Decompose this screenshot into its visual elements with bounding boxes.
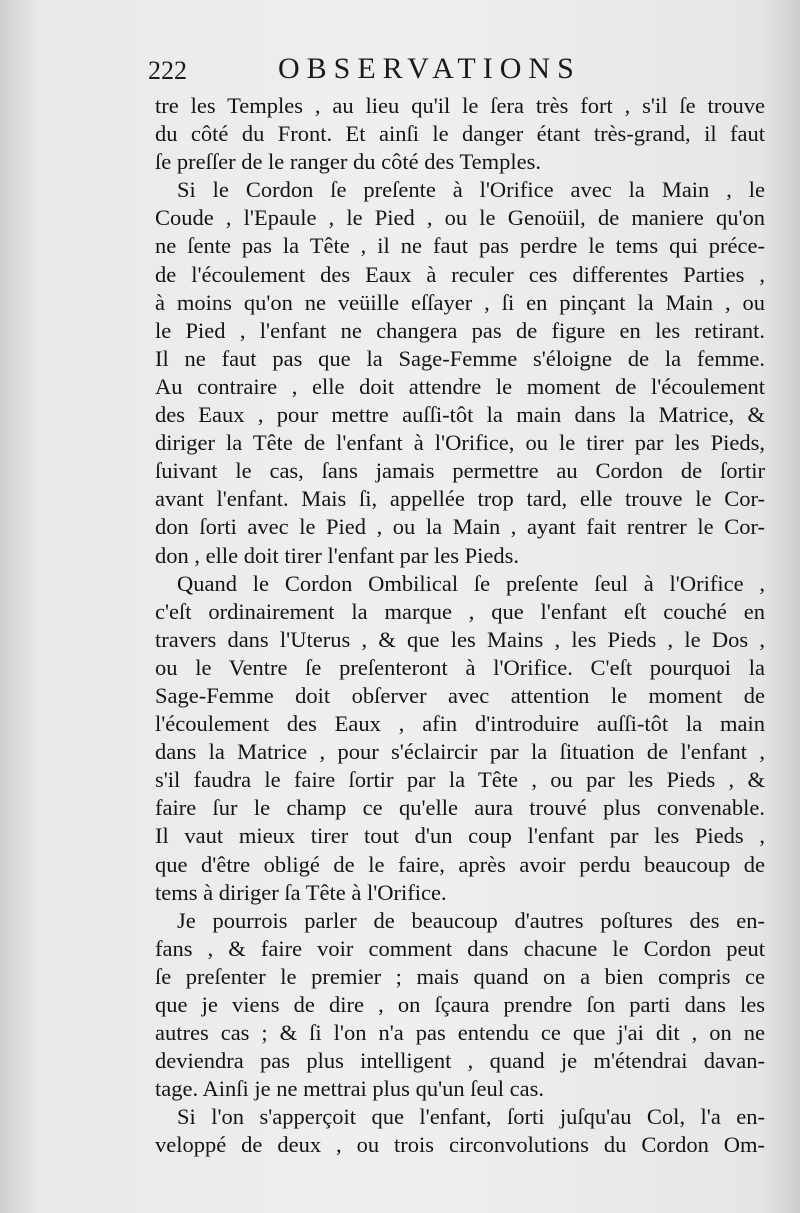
page-header: [148, 52, 788, 94]
text-line: le Pied , l'enfant ne changera pas de figure en les retirant.: [155, 317, 765, 343]
text-line: que d'être obligé de le faire, après avoir perdu beaucoup de: [155, 851, 765, 877]
text-line: des Eaux , pour mettre auſſi-tôt la main dans la Matrice, &: [155, 402, 765, 428]
text-line: ſuivant le cas, ſans jamais permettre au Cordon de ſortir: [155, 458, 765, 484]
text-line: Je pourrois parler de beaucoup d'autres poſtures des en-: [177, 907, 765, 933]
body-text: [155, 92, 765, 1160]
text-line: Quand le Cordon Ombilical ſe preſente ſeul à l'Orifice ,: [177, 570, 765, 596]
text-line: Il vaut mieux tirer tout d'un coup l'enfant par les Pieds ,: [155, 823, 765, 849]
text-line: dans la Matrice , pour s'éclaircir par la ſituation de l'enfant ,: [155, 739, 765, 765]
text-line: tre les Temples , au lieu qu'il le ſera très fort , s'il ſe trouve: [155, 93, 765, 118]
text-line: Sage-Femme doit obſerver avec attention le moment de: [155, 682, 765, 708]
text-line: deviendra pas plus intelligent , quand je m'étendrai davan-: [155, 1048, 765, 1074]
text-line: diriger la Tête de l'enfant à l'Orifice, ou le tirer par les Pieds,: [155, 430, 765, 456]
text-line: avant l'enfant. Mais ſi, appellée trop tard, elle trouve le Cor-: [155, 486, 765, 512]
text-line: Il ne faut pas que la Sage-Femme s'éloigne de la femme.: [155, 345, 765, 371]
text-line: don ſorti avec le Pied , ou la Main , ayant fait rentrer le Cor-: [155, 514, 765, 540]
text-line: ſe preſenter le premier ; mais quand on a bien compris ce: [155, 963, 765, 989]
text-line: de l'écoulement des Eaux à reculer ces differentes Parties ,: [155, 261, 765, 287]
text-line: du côté du Front. Et ainſi le danger étant très-grand, il faut: [155, 121, 765, 147]
text-line: tems à diriger ſa Tête à l'Orifice.: [155, 879, 447, 905]
text-line: c'eſt ordinairement la marque , que l'enfant eſt couché en: [155, 598, 765, 624]
text-line: fans , & faire voir comment dans chacune le Cordon peut: [155, 935, 765, 961]
text-line: autres cas ; & ſi l'on n'a pas entendu ce que j'ai dit , on ne: [155, 1020, 765, 1046]
text-line: Coude , l'Epaule , le Pied , ou le Genoüil, de maniere qu'on: [155, 205, 765, 231]
text-line: don , elle doit tirer l'enfant par les Pieds.: [155, 542, 519, 568]
text-line: l'écoulement des Eaux , afin d'introduire auſſi-tôt la main: [155, 711, 765, 737]
running-title: OBSERVATIONS: [278, 52, 581, 85]
text-line: veloppé de deux , ou trois circonvolutions du Cordon Om-: [155, 1132, 765, 1158]
page-number: 222: [148, 56, 187, 85]
text-line: Au contraire , elle doit attendre le moment de l'écoulement: [155, 373, 765, 399]
text-line: s'il faudra le faire ſortir par la Tête , ou par les Pieds , &: [155, 767, 765, 793]
text-line: ne ſente pas la Tête , il ne faut pas perdre le tems qui préce-: [155, 233, 765, 259]
text-line: ſe preſſer de le ranger du côté des Temples.: [155, 149, 541, 175]
text-line: à moins qu'on ne veüille eſſayer , ſi en pinçant la Main , ou: [155, 289, 765, 315]
text-line: faire ſur le champ ce qu'elle aura trouvé plus convenable.: [155, 795, 765, 821]
text-line: que je viens de dire , on ſçaura prendre ſon parti dans les: [155, 992, 765, 1017]
text-line: Si le Cordon ſe preſente à l'Orifice avec la Main , le: [177, 177, 765, 203]
text-line: ou le Ventre ſe preſenteront à l'Orifice. C'eſt pourquoi la: [155, 654, 765, 680]
text-line: Si l'on s'apperçoit que l'enfant, ſorti juſqu'au Col, l'a en-: [177, 1104, 765, 1130]
text-line: tage. Ainſi je ne mettrai plus qu'un ſeul cas.: [155, 1076, 544, 1102]
text-line: travers dans l'Uterus , & que les Mains , les Pieds , le Dos ,: [155, 626, 765, 652]
